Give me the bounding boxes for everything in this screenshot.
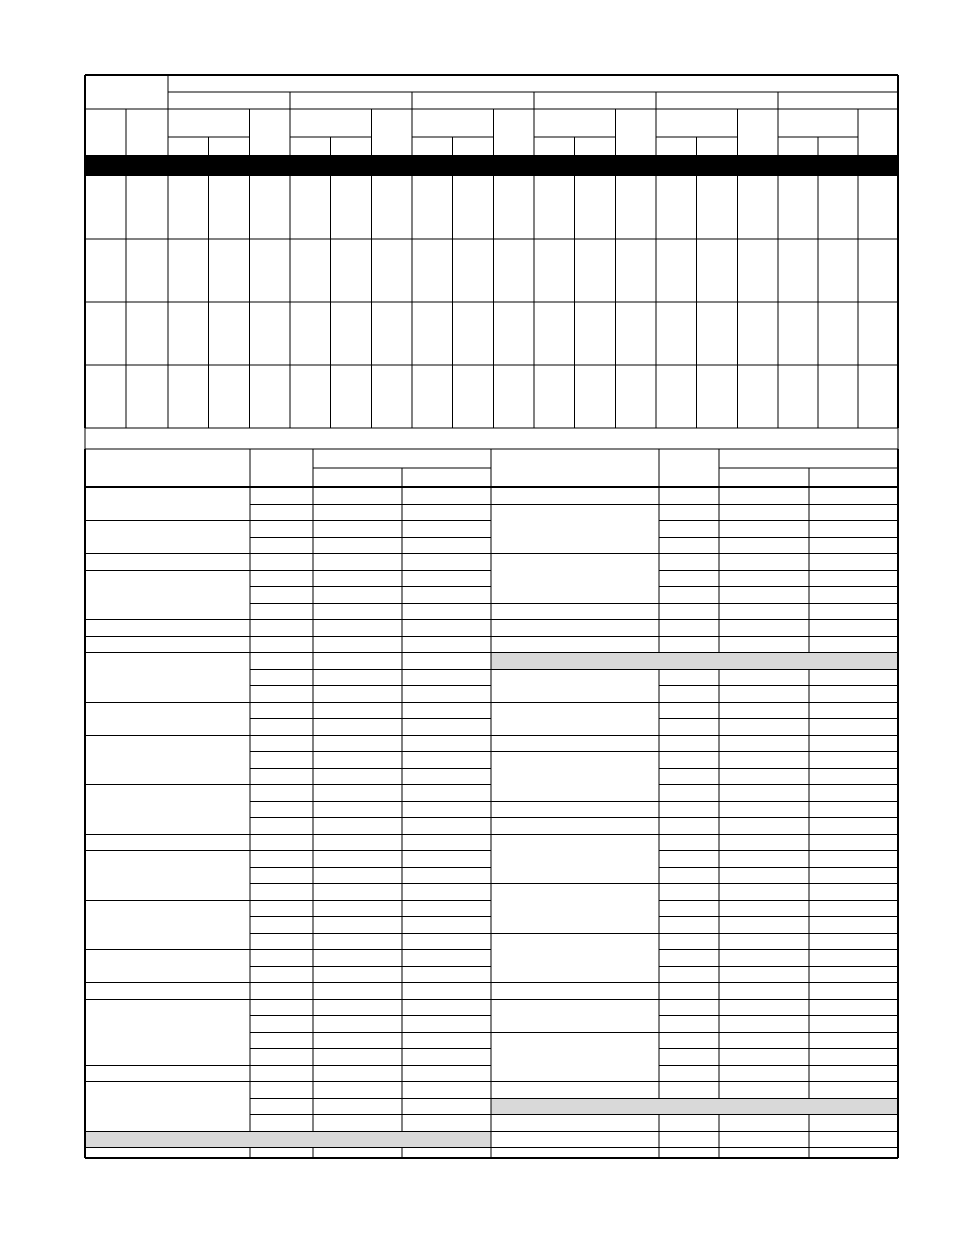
upper-table-frame: [85, 75, 898, 428]
right-shaded-row: [491, 1099, 898, 1115]
right-shaded-row: [491, 653, 898, 670]
left-shaded-row: [85, 1132, 491, 1148]
upper-section-band: [85, 155, 898, 176]
